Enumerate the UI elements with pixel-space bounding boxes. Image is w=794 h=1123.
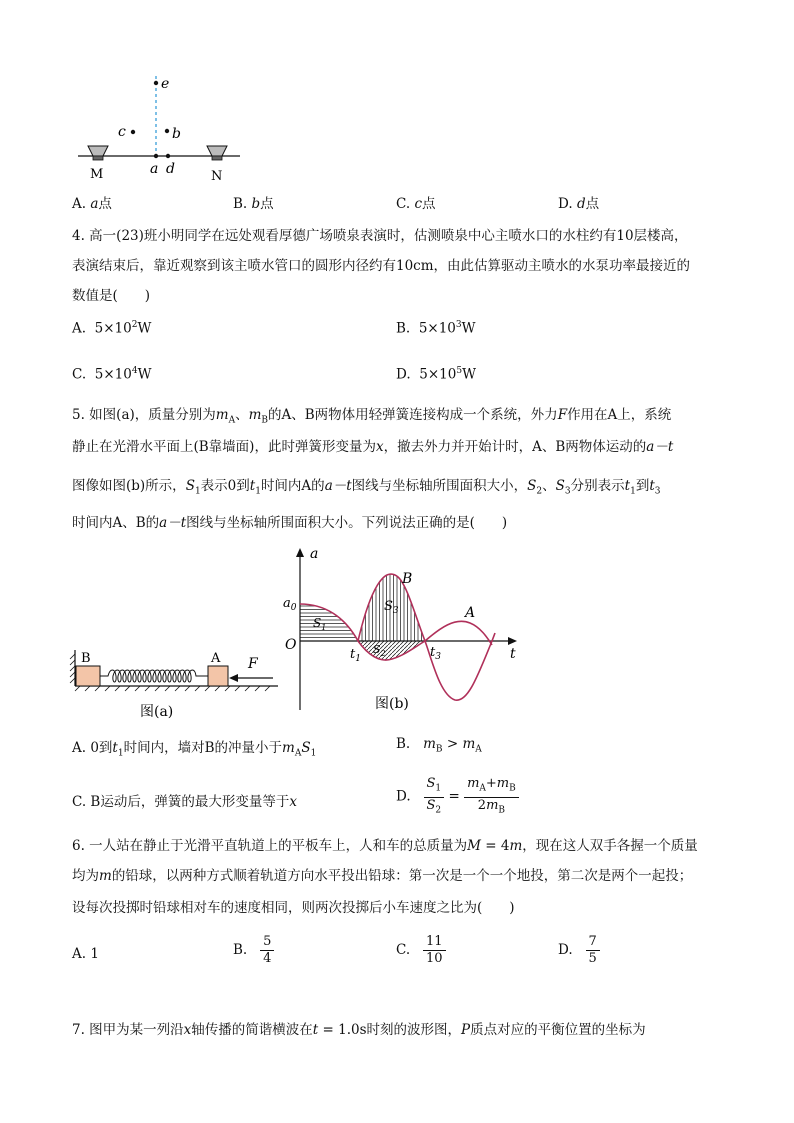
label-curve-B: B xyxy=(402,571,413,587)
y-axis-arrow xyxy=(296,548,304,557)
q5-option-d-label: D. xyxy=(396,788,411,805)
q6-option-b[interactable] xyxy=(233,934,274,967)
q3-option-d-var: d xyxy=(576,196,586,212)
q5-text-1c: 的A、B两物体用轻弹簧连接构成一个系统，外力 xyxy=(268,407,558,423)
q6-option-d-label: D. xyxy=(558,942,573,958)
label-e: e xyxy=(161,76,170,92)
q4-option-d[interactable] xyxy=(396,366,476,383)
q7-text-1c: 时刻的波形图， xyxy=(366,1022,462,1038)
q4-option-d-label: D. xyxy=(396,366,411,383)
q5-text-4b: 图线与坐标轴所围面积大小。下列说法正确的是( ) xyxy=(186,515,508,531)
q5-option-b-m2: m xyxy=(462,736,476,752)
q4-option-a[interactable] xyxy=(72,320,151,337)
label-M: M xyxy=(90,167,104,182)
q6-option-d-num: 7 xyxy=(586,934,600,951)
q5-option-c-x: x xyxy=(289,794,297,810)
area-S2 xyxy=(358,641,425,660)
q3-option-b-label: B. xyxy=(233,196,252,212)
q4-option-a-base: 5×10 xyxy=(94,320,132,337)
caption-b: 图(b) xyxy=(375,696,409,712)
q5-S: S xyxy=(555,478,565,494)
q5-text-3f: 分别表示 xyxy=(570,478,625,494)
label-t3: $t_3$ xyxy=(430,645,441,662)
q5-at: a－t xyxy=(646,439,674,455)
caption-a: 图(a) xyxy=(140,704,174,720)
block-A xyxy=(208,666,228,686)
q5-option-d-lhs-fraction xyxy=(424,776,445,818)
q5-t: t xyxy=(624,478,631,494)
q6-text-1a: 6. 一人站在静止于光滑平直轨道上的平板车上，人和车的总质量为 xyxy=(72,838,468,854)
q4-option-b[interactable] xyxy=(396,320,476,337)
q5-text-3c: 时间内A的 xyxy=(260,478,325,494)
q3-option-d-suffix: 点 xyxy=(585,196,600,212)
q5-text-3e: 、 xyxy=(542,478,556,494)
q5-option-d-S2: S xyxy=(426,797,436,813)
q5-S: S xyxy=(185,478,195,494)
q4-option-a-exp: 2 xyxy=(131,320,138,330)
q3-option-a-label: A. xyxy=(72,196,91,212)
speaker-M xyxy=(88,146,108,160)
q5-sub-3: 3 xyxy=(564,486,571,497)
q3-option-c-suffix: 点 xyxy=(422,196,436,212)
q5-option-a-sub1: 1 xyxy=(117,748,124,759)
q6-m2: m xyxy=(99,868,112,884)
q5-text-3g: 到 xyxy=(635,478,650,494)
axis-label-a: a xyxy=(310,546,319,562)
q5-line-3 xyxy=(72,476,660,502)
q7-line-1 xyxy=(72,1020,646,1040)
wall-hatching xyxy=(70,654,75,683)
axis-label-t: t xyxy=(510,646,516,662)
q5-option-d-subB2: B xyxy=(498,805,506,816)
block-B xyxy=(76,666,100,686)
q7-x: x xyxy=(183,1022,192,1038)
q3-option-a-var: a xyxy=(90,196,99,212)
q6-line-1 xyxy=(72,836,698,856)
q5-text-2a: 静止在光滑水平面上(B靠墙面)，此时弹簧形变量为 xyxy=(72,439,376,455)
q4-option-d-unit: W xyxy=(462,366,476,383)
label-block-A: A xyxy=(211,651,221,666)
label-S2: $S_2$ xyxy=(373,643,386,658)
q3-option-d-label: D. xyxy=(558,196,577,212)
q5-option-a[interactable] xyxy=(72,736,316,759)
q5-option-d-mB2: m xyxy=(486,797,499,813)
q5-option-d-eq: = xyxy=(444,788,465,805)
q5-option-b-subA: A xyxy=(475,744,482,755)
label-N: N xyxy=(211,169,223,184)
q5-F: F xyxy=(557,407,568,423)
floor-hatching xyxy=(75,686,270,691)
q5-text-4a: 时间内A、B的 xyxy=(72,515,160,531)
q5-sub-2: 2 xyxy=(536,486,543,497)
q5-text-3b: 表示0到 xyxy=(200,478,250,494)
q5-option-a-S: S xyxy=(301,740,311,756)
label-b: b xyxy=(172,126,181,142)
q5-option-a-text2: 时间内，墙对B的冲量小于 xyxy=(123,740,283,756)
q5-sub-1: 1 xyxy=(194,486,201,497)
label-origin: O xyxy=(285,637,297,653)
q6-option-b-den: 4 xyxy=(263,951,272,966)
q6-text-2a: 均为 xyxy=(72,868,99,884)
label-block-B: B xyxy=(81,651,91,666)
q6-option-d-den: 5 xyxy=(588,951,597,966)
q6-text-2b: 的铅球，以两种方式顺着轨道方向水平投出铅球：第一次是一个一个地投，第二次是两个一起投； xyxy=(111,868,693,884)
q4-option-c-label: C. xyxy=(72,366,87,383)
label-d: d xyxy=(166,161,175,177)
q6-m: m xyxy=(509,838,523,854)
q5-t: t xyxy=(249,478,256,494)
q5-option-d-sub2: 2 xyxy=(435,805,442,816)
q5-m: m xyxy=(215,407,229,423)
x-axis-arrow xyxy=(508,637,517,645)
q5-option-d-mA: m xyxy=(467,776,480,791)
q6-option-c-label: C. xyxy=(396,942,411,958)
q3-option-d[interactable] xyxy=(558,192,599,212)
q5-option-d-S1: S xyxy=(426,776,436,791)
q5-sub-3: 3 xyxy=(654,486,661,497)
q6-option-c-den: 10 xyxy=(426,951,443,966)
q3-option-b-var: b xyxy=(251,196,261,212)
q6-option-c-fraction xyxy=(423,934,446,967)
q7-teq: = 1.0s xyxy=(318,1022,367,1038)
q6-option-b-label: B. xyxy=(233,942,248,958)
q5-line-4 xyxy=(72,513,507,533)
q5-option-c-text: C. B运动后，弹簧的最大形变量等于 xyxy=(72,794,290,810)
point-b xyxy=(165,129,169,133)
label-t1: $t_1$ xyxy=(350,647,361,664)
q6-option-c-num: 11 xyxy=(423,934,446,951)
speaker-N xyxy=(207,146,227,160)
q4-option-d-exp: 5 xyxy=(456,366,463,376)
q6-eq4m: = 4 xyxy=(481,838,510,854)
label-S3: $S_3$ xyxy=(384,599,399,616)
q5-option-b[interactable] xyxy=(396,736,482,755)
q4-option-c-unit: W xyxy=(137,366,152,383)
label-a0: $a_0$ xyxy=(283,596,297,613)
q6-line-2 xyxy=(72,866,692,886)
q5-t: t xyxy=(649,478,655,494)
point-d xyxy=(166,154,170,158)
q6-text-1b: ，现在这人双手各握一个质量 xyxy=(522,838,698,854)
q5-option-d-plus: + xyxy=(485,776,497,791)
q5-option-a-m: m xyxy=(282,740,295,756)
point-e xyxy=(154,81,158,85)
a-t-graph xyxy=(280,545,525,720)
q3-option-b[interactable] xyxy=(233,192,274,212)
point-a xyxy=(154,154,158,158)
q5-at: a－t xyxy=(324,478,352,494)
q3-option-a-suffix: 点 xyxy=(98,196,112,212)
q3-option-c[interactable] xyxy=(396,192,436,212)
q5-text-1a: 5. 如图(a)，质量分别为 xyxy=(72,407,216,423)
q3-option-a[interactable] xyxy=(72,192,112,212)
q5-option-a-text1: A. 0到 xyxy=(72,740,113,756)
q5-option-d-mB: m xyxy=(496,776,510,791)
q5-option-d-subB: B xyxy=(509,783,516,794)
q5-option-b-gt: > xyxy=(442,736,463,752)
q5-at: a－t xyxy=(159,515,187,531)
q5-sub-B: B xyxy=(261,415,269,426)
q4-option-b-unit: W xyxy=(461,320,476,337)
spring-system-diagram xyxy=(68,640,283,725)
q4-option-b-base: 5×10 xyxy=(418,320,456,337)
q5-x: x xyxy=(375,439,384,455)
q4-option-a-unit: W xyxy=(137,320,152,337)
q5-option-d-rhs-fraction xyxy=(464,776,519,818)
charge-diagram xyxy=(70,70,250,185)
q5-m: m xyxy=(248,407,262,423)
q6-option-a[interactable]: A. 1 xyxy=(72,946,99,962)
q6-option-b-fraction xyxy=(260,934,274,967)
q7-P: P xyxy=(461,1022,471,1038)
q5-text-1b: 、 xyxy=(235,407,249,423)
q5-line-2 xyxy=(72,437,673,457)
q5-option-b-subB: B xyxy=(435,744,443,755)
q5-option-a-subA: A xyxy=(294,748,302,759)
q6-option-c[interactable] xyxy=(396,934,446,967)
q4-line-3: 数值是( ) xyxy=(72,288,151,304)
q5-text-1d: 作用在A上，系统 xyxy=(567,407,672,423)
q6-option-d[interactable] xyxy=(558,934,600,967)
area-S1 xyxy=(300,604,358,641)
q7-text-1a: 7. 图甲为某一列沿 xyxy=(72,1022,184,1038)
q4-option-c-base: 5×10 xyxy=(94,366,132,383)
q5-option-a-t: t xyxy=(112,740,118,756)
q5-option-d-subA: A xyxy=(479,783,486,794)
q5-option-b-label: B. xyxy=(396,736,411,752)
label-c: c xyxy=(118,124,126,140)
q7-t: t xyxy=(312,1022,319,1038)
point-c xyxy=(131,130,135,134)
q4-option-c[interactable] xyxy=(72,366,151,383)
q5-S: S xyxy=(527,478,537,494)
q5-option-b-m: m xyxy=(423,736,436,752)
q5-text-3a: 图像如图(b)所示， xyxy=(72,478,186,494)
q4-option-b-exp: 3 xyxy=(455,320,462,330)
q5-option-a-sub1b: 1 xyxy=(310,748,317,759)
q5-option-d[interactable] xyxy=(396,776,519,818)
q4-line-2: 表演结束后，靠近观察到该主喷水管口的圆形内径约有10cm，由此估算驱动主喷水的水泵功率最接近的 xyxy=(72,258,691,274)
q5-text-2b: ，撤去外力并开始计时，A、B两物体运动的 xyxy=(383,439,647,455)
label-curve-A: A xyxy=(465,605,476,621)
q4-option-d-base: 5×10 xyxy=(419,366,457,383)
q5-option-c[interactable] xyxy=(72,790,297,810)
q5-sub-1: 1 xyxy=(255,486,261,497)
q5-sub-A: A xyxy=(228,415,236,426)
spring xyxy=(100,670,208,682)
q6-option-b-num: 5 xyxy=(260,934,274,951)
q6-option-d-fraction xyxy=(586,934,600,967)
label-a: a xyxy=(150,161,159,177)
q4-option-b-label: B. xyxy=(396,320,411,337)
label-S1: $S_1$ xyxy=(313,616,327,632)
label-F: F xyxy=(248,656,258,672)
q3-option-b-suffix: 点 xyxy=(260,196,274,212)
q3-option-c-var: c xyxy=(414,196,422,212)
q7-text-1b: 轴传播的简谐横波在 xyxy=(191,1022,313,1038)
force-arrow-head xyxy=(229,674,238,682)
q5-option-d-two: 2 xyxy=(477,797,487,813)
q5-option-d-sub1: 1 xyxy=(435,783,442,794)
q3-option-c-label: C. xyxy=(396,196,415,212)
q6-line-3: 设每次投掷时铅球相对车的速度相同，则两次投掷后小车速度之比为( ) xyxy=(72,900,515,916)
q5-sub-1: 1 xyxy=(630,486,636,497)
q4-option-c-exp: 4 xyxy=(131,366,138,376)
q5-line-1 xyxy=(72,405,671,431)
q6-M: M xyxy=(467,838,481,854)
q7-text-1d: 质点对应的平衡位置的坐标为 xyxy=(470,1022,646,1038)
q4-line-1: 4. 高一(23)班小明同学在远处观看厚德广场喷泉表演时，估测喷泉中心主喷水口的水柱约有10层楼高， xyxy=(72,228,688,244)
q4-option-a-label: A. xyxy=(72,320,87,337)
q5-text-3d: 图线与坐标轴所围面积大小， xyxy=(351,478,528,494)
